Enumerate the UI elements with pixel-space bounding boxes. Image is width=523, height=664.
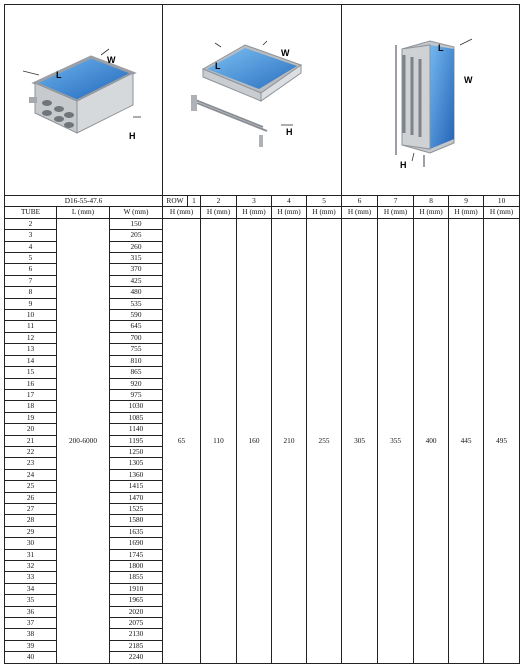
row-number-10: 10	[484, 196, 520, 207]
tube-count-cell: 12	[5, 332, 57, 343]
tube-count-cell: 27	[5, 503, 57, 514]
width-cell: 1965	[110, 595, 163, 606]
tube-count-cell: 35	[5, 595, 57, 606]
tube-header: TUBE	[5, 207, 57, 218]
width-cell: 1195	[110, 435, 163, 446]
tube-count-cell: 18	[5, 401, 57, 412]
tube-count-cell: 19	[5, 412, 57, 423]
h-header-7: H (mm)	[378, 207, 414, 218]
row-number-7: 7	[378, 196, 414, 207]
width-cell: 2130	[110, 629, 163, 640]
dimension-label-w-2: W	[281, 48, 290, 58]
width-cell: 1085	[110, 412, 163, 423]
tube-count-cell: 9	[5, 298, 57, 309]
width-cell: 1470	[110, 492, 163, 503]
h-header-9: H (mm)	[449, 207, 484, 218]
height-cell-row-2: 110	[201, 218, 237, 663]
width-cell: 2075	[110, 618, 163, 629]
width-cell: 2240	[110, 652, 163, 663]
row-number-2: 2	[201, 196, 237, 207]
width-cell: 755	[110, 344, 163, 355]
width-cell: 1745	[110, 549, 163, 560]
tube-count-cell: 32	[5, 561, 57, 572]
model-cell: D16-55-47.6	[5, 196, 163, 207]
width-cell: 1580	[110, 515, 163, 526]
h-header-1: H (mm)	[163, 207, 201, 218]
tube-count-cell: 37	[5, 618, 57, 629]
height-cell-row-5: 255	[307, 218, 342, 663]
tube-count-cell: 22	[5, 446, 57, 457]
width-cell: 2020	[110, 606, 163, 617]
w-header: W (mm)	[110, 207, 163, 218]
h-header-6: H (mm)	[342, 207, 378, 218]
width-cell: 205	[110, 230, 163, 241]
tube-count-cell: 30	[5, 538, 57, 549]
tube-count-cell: 23	[5, 458, 57, 469]
width-cell: 975	[110, 389, 163, 400]
dimension-label-l-1: L	[56, 70, 62, 80]
width-cell: 1910	[110, 583, 163, 594]
height-cell-row-9: 445	[449, 218, 484, 663]
length-range-cell: 200-6000	[57, 218, 110, 663]
product-image-cell-3	[342, 5, 520, 196]
width-cell: 535	[110, 298, 163, 309]
height-cell-row-6: 305	[342, 218, 378, 663]
tube-count-cell: 4	[5, 241, 57, 252]
width-cell: 810	[110, 355, 163, 366]
width-cell: 1250	[110, 446, 163, 457]
tube-count-cell: 6	[5, 264, 57, 275]
width-cell: 150	[110, 218, 163, 229]
tube-count-cell: 2	[5, 218, 57, 229]
width-cell: 645	[110, 321, 163, 332]
tube-count-cell: 20	[5, 424, 57, 435]
width-cell: 315	[110, 253, 163, 264]
tube-count-cell: 7	[5, 275, 57, 286]
l-header: L (mm)	[57, 207, 110, 218]
row-number-5: 5	[307, 196, 342, 207]
tube-count-cell: 21	[5, 435, 57, 446]
height-cell-row-4: 210	[272, 218, 307, 663]
width-cell: 370	[110, 264, 163, 275]
width-cell: 480	[110, 287, 163, 298]
tube-count-cell: 5	[5, 253, 57, 264]
tube-count-cell: 10	[5, 310, 57, 321]
tube-count-cell: 40	[5, 652, 57, 663]
tube-count-cell: 3	[5, 230, 57, 241]
row-number-4: 4	[272, 196, 307, 207]
spec-table	[4, 4, 520, 664]
height-cell-row-10: 495	[484, 218, 520, 663]
height-cell-row-8: 400	[414, 218, 449, 663]
width-cell: 1415	[110, 481, 163, 492]
width-cell: 1525	[110, 503, 163, 514]
row-label-cell: ROW	[163, 196, 188, 207]
height-cell-row-1: 65	[163, 218, 201, 663]
width-cell: 1305	[110, 458, 163, 469]
tube-count-cell: 11	[5, 321, 57, 332]
width-cell: 1140	[110, 424, 163, 435]
dimension-label-h-2: H	[286, 127, 293, 137]
width-cell: 2185	[110, 640, 163, 651]
heat-exchanger-image-2	[163, 5, 342, 195]
row-number-8: 8	[414, 196, 449, 207]
tube-count-cell: 26	[5, 492, 57, 503]
product-image-cell-1	[5, 5, 163, 196]
dimension-label-l-2: L	[215, 61, 221, 71]
width-cell: 425	[110, 275, 163, 286]
width-cell: 1855	[110, 572, 163, 583]
width-cell: 1360	[110, 469, 163, 480]
width-cell: 590	[110, 310, 163, 321]
width-cell: 865	[110, 367, 163, 378]
heat-exchanger-image-1	[5, 5, 163, 195]
tube-count-cell: 29	[5, 526, 57, 537]
width-cell: 1635	[110, 526, 163, 537]
heat-exchanger-image-3	[342, 5, 520, 195]
tube-count-cell: 14	[5, 355, 57, 366]
h-header-3: H (mm)	[237, 207, 272, 218]
h-header-8: H (mm)	[414, 207, 449, 218]
h-header-5: H (mm)	[307, 207, 342, 218]
height-cell-row-7: 355	[378, 218, 414, 663]
width-cell: 1030	[110, 401, 163, 412]
product-image-cell-2	[163, 5, 342, 196]
h-header-4: H (mm)	[272, 207, 307, 218]
spec-sheet	[4, 4, 519, 662]
tube-count-cell: 15	[5, 367, 57, 378]
tube-count-cell: 34	[5, 583, 57, 594]
width-cell: 1800	[110, 561, 163, 572]
row-number-3: 3	[237, 196, 272, 207]
tube-count-cell: 38	[5, 629, 57, 640]
dimension-label-w-1: W	[107, 55, 116, 65]
h-header-10: H (mm)	[484, 207, 520, 218]
dimension-label-l-3: L	[438, 43, 444, 53]
tube-count-cell: 8	[5, 287, 57, 298]
dimension-label-h-1: H	[129, 131, 136, 141]
tube-count-cell: 39	[5, 640, 57, 651]
tube-count-cell: 17	[5, 389, 57, 400]
tube-count-cell: 36	[5, 606, 57, 617]
row-number-1: 1	[188, 196, 201, 207]
tube-count-cell: 28	[5, 515, 57, 526]
width-cell: 260	[110, 241, 163, 252]
height-cell-row-3: 160	[237, 218, 272, 663]
width-cell: 1690	[110, 538, 163, 549]
tube-count-cell: 16	[5, 378, 57, 389]
row-number-9: 9	[449, 196, 484, 207]
dimension-label-h-3: H	[400, 160, 407, 170]
tube-count-cell: 31	[5, 549, 57, 560]
tube-count-cell: 24	[5, 469, 57, 480]
tube-count-cell: 33	[5, 572, 57, 583]
h-header-2: H (mm)	[201, 207, 237, 218]
table-row	[5, 218, 520, 229]
width-cell: 700	[110, 332, 163, 343]
tube-count-cell: 25	[5, 481, 57, 492]
tube-count-cell: 13	[5, 344, 57, 355]
width-cell: 920	[110, 378, 163, 389]
row-number-6: 6	[342, 196, 378, 207]
dimension-label-w-3: W	[464, 75, 473, 85]
